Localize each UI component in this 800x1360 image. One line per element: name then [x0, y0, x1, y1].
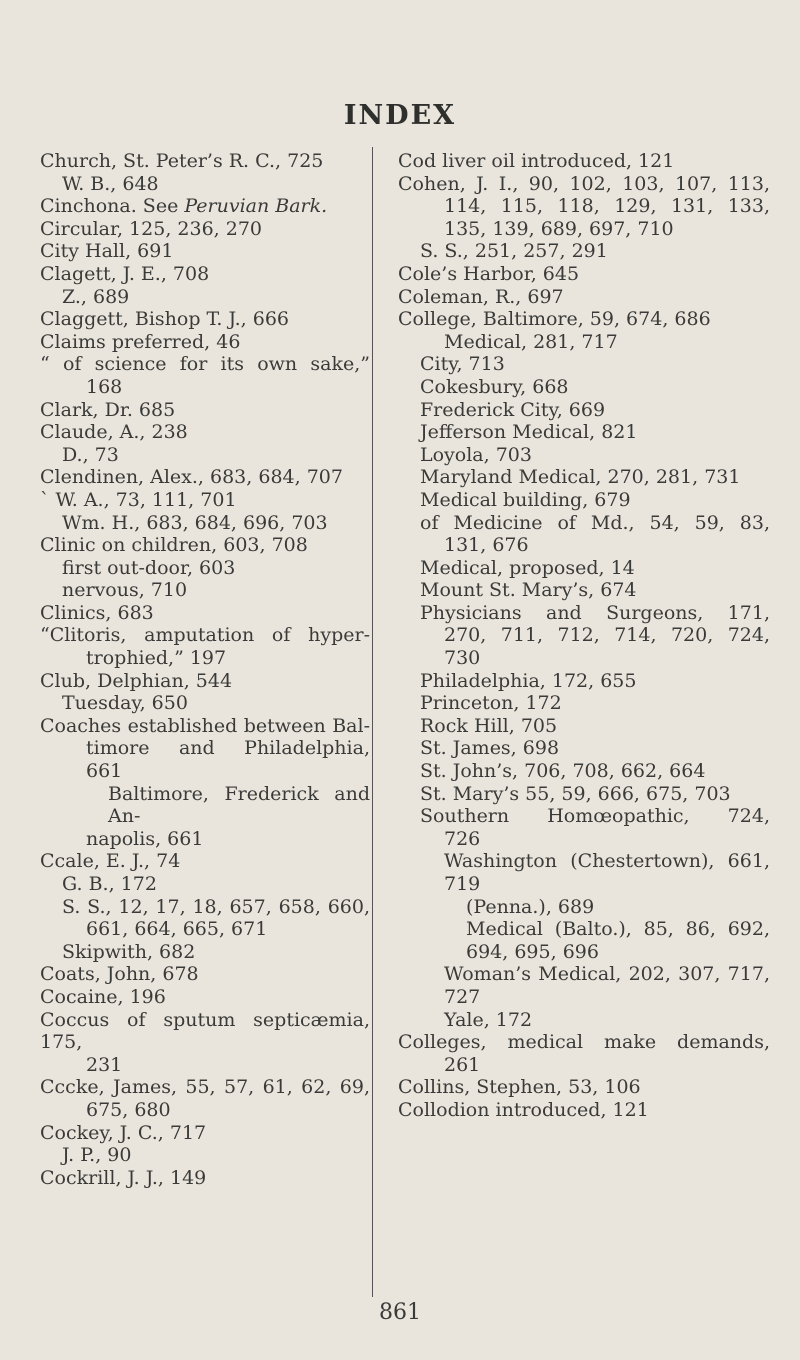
index-entry: “ of science for its own sake,” [40, 353, 370, 376]
index-entry: S. S., 251, 257, 291 [420, 240, 608, 263]
index-entry: 675, 680 [86, 1098, 171, 1121]
column-divider [372, 147, 373, 1297]
index-entry: timore and Philadelphia, [86, 737, 370, 760]
index-entry: D., 73 [62, 443, 119, 466]
index-entry: Clinics, 683 [40, 601, 154, 624]
index-entry: Cokesbury, 668 [420, 375, 569, 398]
index-entry: trophied,” 197 [86, 647, 227, 670]
index-entry: Claims preferred, 46 [40, 330, 241, 353]
index-entry: Club, Delphian, 544 [40, 669, 233, 692]
right-column [398, 150, 770, 1122]
index-entry: Ccale, E. J., 74 [40, 850, 181, 873]
index-entry: Maryland Medical, 270, 281, 731 [420, 466, 741, 489]
index-entry: 131, 676 [444, 534, 529, 557]
index-entry: Cod liver oil introduced, 121 [398, 150, 675, 172]
index-entry: S. S., 12, 17, 18, 657, 658, 660, [62, 895, 370, 918]
index-entry: nervous, 710 [62, 579, 188, 602]
index-entry: Skipwith, 682 [62, 940, 196, 963]
index-entry: Cohen, J. I., 90, 102, 103, 107, 113, [398, 172, 770, 195]
index-entry: 135, 139, 689, 697, 710 [444, 217, 674, 240]
index-entry: Physicians and Surgeons, 171, [420, 601, 770, 624]
index-entry: Claggett, Bishop T. J., 666 [40, 308, 290, 331]
index-entry: Medical (Balto.), 85, 86, 692, [466, 918, 770, 941]
index-entry: Colleges, medical make demands, [398, 1031, 770, 1054]
index-entry: Yale, 172 [444, 1008, 533, 1031]
index-entry: St. John’s, 706, 708, 662, 664 [420, 760, 706, 783]
index-entry: ` W. A., 73, 111, 701 [40, 488, 237, 511]
index-entry: Cockrill, J. J., 149 [40, 1166, 207, 1189]
index-entry: Mount St. Mary’s, 674 [420, 579, 637, 602]
index-entry: 730 [444, 647, 481, 670]
index-entry: Southern Homœopathic, 724, [420, 805, 770, 828]
index-entry: 661, 664, 665, 671 [86, 918, 268, 941]
index-entry: 694, 695, 696 [466, 940, 599, 963]
index-entry: Collodion introduced, 121 [398, 1098, 649, 1121]
index-entry: of Medicine of Md., 54, 59, 83, [420, 511, 770, 534]
index-entry: 261 [444, 1053, 481, 1076]
index-entry: Cole’s Harbor, 645 [398, 262, 580, 285]
index-entry: Cockey, J. C., 717 [40, 1121, 207, 1144]
index-entry: Frederick City, 669 [420, 398, 606, 421]
index-entry: Cccke, James, 55, 57, 61, 62, 69, [40, 1076, 370, 1099]
index-entry: (Penna.), 689 [466, 895, 595, 918]
index-entry: 114, 115, 118, 129, 131, 133, [444, 195, 770, 218]
index-entry: G. B., 172 [62, 873, 157, 895]
index-entry: Circular, 125, 236, 270 [40, 217, 263, 240]
index-entry: Z., 689 [62, 285, 130, 308]
index-entry: Claude, A., 238 [40, 421, 188, 444]
index-entry: 168 [86, 375, 123, 398]
index-entry: 726 [444, 827, 481, 850]
index-entry: 719 [444, 873, 481, 895]
index-entry: Clinic on children, 603, 708 [40, 534, 308, 557]
index-entry: Church, St. Peter’s R. C., 725 [40, 150, 324, 172]
index-entry: Wm. H., 683, 684, 696, 703 [62, 511, 328, 534]
index-entry: City Hall, 691 [40, 240, 174, 263]
index-entry: Baltimore, Frederick and An- [108, 782, 370, 828]
index-entry: Medical building, 679 [420, 488, 631, 511]
index-entry: Medical, proposed, 14 [420, 556, 635, 579]
index-entry: Medical, 281, 717 [444, 330, 618, 353]
index-entry: Tuesday, 650 [62, 692, 188, 715]
index-entry: St. James, 698 [420, 737, 560, 760]
page-number: 861 [379, 1300, 421, 1325]
index-entry: J. P., 90 [62, 1144, 132, 1167]
index-entry: Princeton, 172 [420, 692, 562, 715]
index-entry: College, Baltimore, 59, 674, 686 [398, 308, 711, 331]
index-entry: 661 [86, 760, 123, 783]
index-entry: Washington (Chestertown), 661, [444, 850, 770, 873]
page-title: INDEX [343, 100, 457, 131]
index-entry: 270, 711, 712, 714, 720, 724, [444, 624, 770, 647]
index-entry: Clendinen, Alex., 683, 684, 707 [40, 466, 343, 489]
left-column [40, 150, 370, 1189]
index-entry: napolis, 661 [86, 827, 204, 850]
index-entry: W. B., 648 [62, 172, 159, 195]
index-entry: first out-door, 603 [62, 556, 236, 579]
index-entry: Woman’s Medical, 202, 307, 717, [444, 963, 770, 986]
index-entry: Jefferson Medical, 821 [420, 421, 638, 444]
index-entry: Coats, John, 678 [40, 963, 199, 986]
index-entry: Coleman, R., 697 [398, 285, 564, 308]
index-entry: Clark, Dr. 685 [40, 398, 176, 421]
index-entry: Clagett, J. E., 708 [40, 262, 210, 285]
index-entry: Rock Hill, 705 [420, 714, 558, 737]
index-entry: St. Mary’s 55, 59, 666, 675, 703 [420, 782, 731, 805]
index-entry: 231 [86, 1053, 123, 1076]
index-entry: Loyola, 703 [420, 443, 532, 466]
index-entry: City, 713 [420, 353, 505, 376]
index-entry: Collins, Stephen, 53, 106 [398, 1076, 641, 1099]
index-entry: 727 [444, 985, 481, 1008]
index-entry: Philadelphia, 172, 655 [420, 669, 637, 692]
index-entry: Cocaine, 196 [40, 985, 166, 1008]
index-entry: Coccus of sputum septicæmia, 175, [40, 1008, 370, 1054]
index-entry: Coaches established between Bal- [40, 714, 370, 737]
index-entry: Cinchona. See Peruvian Bark. [40, 195, 328, 218]
index-entry: “Clitoris, amputation of hyper- [40, 624, 370, 647]
